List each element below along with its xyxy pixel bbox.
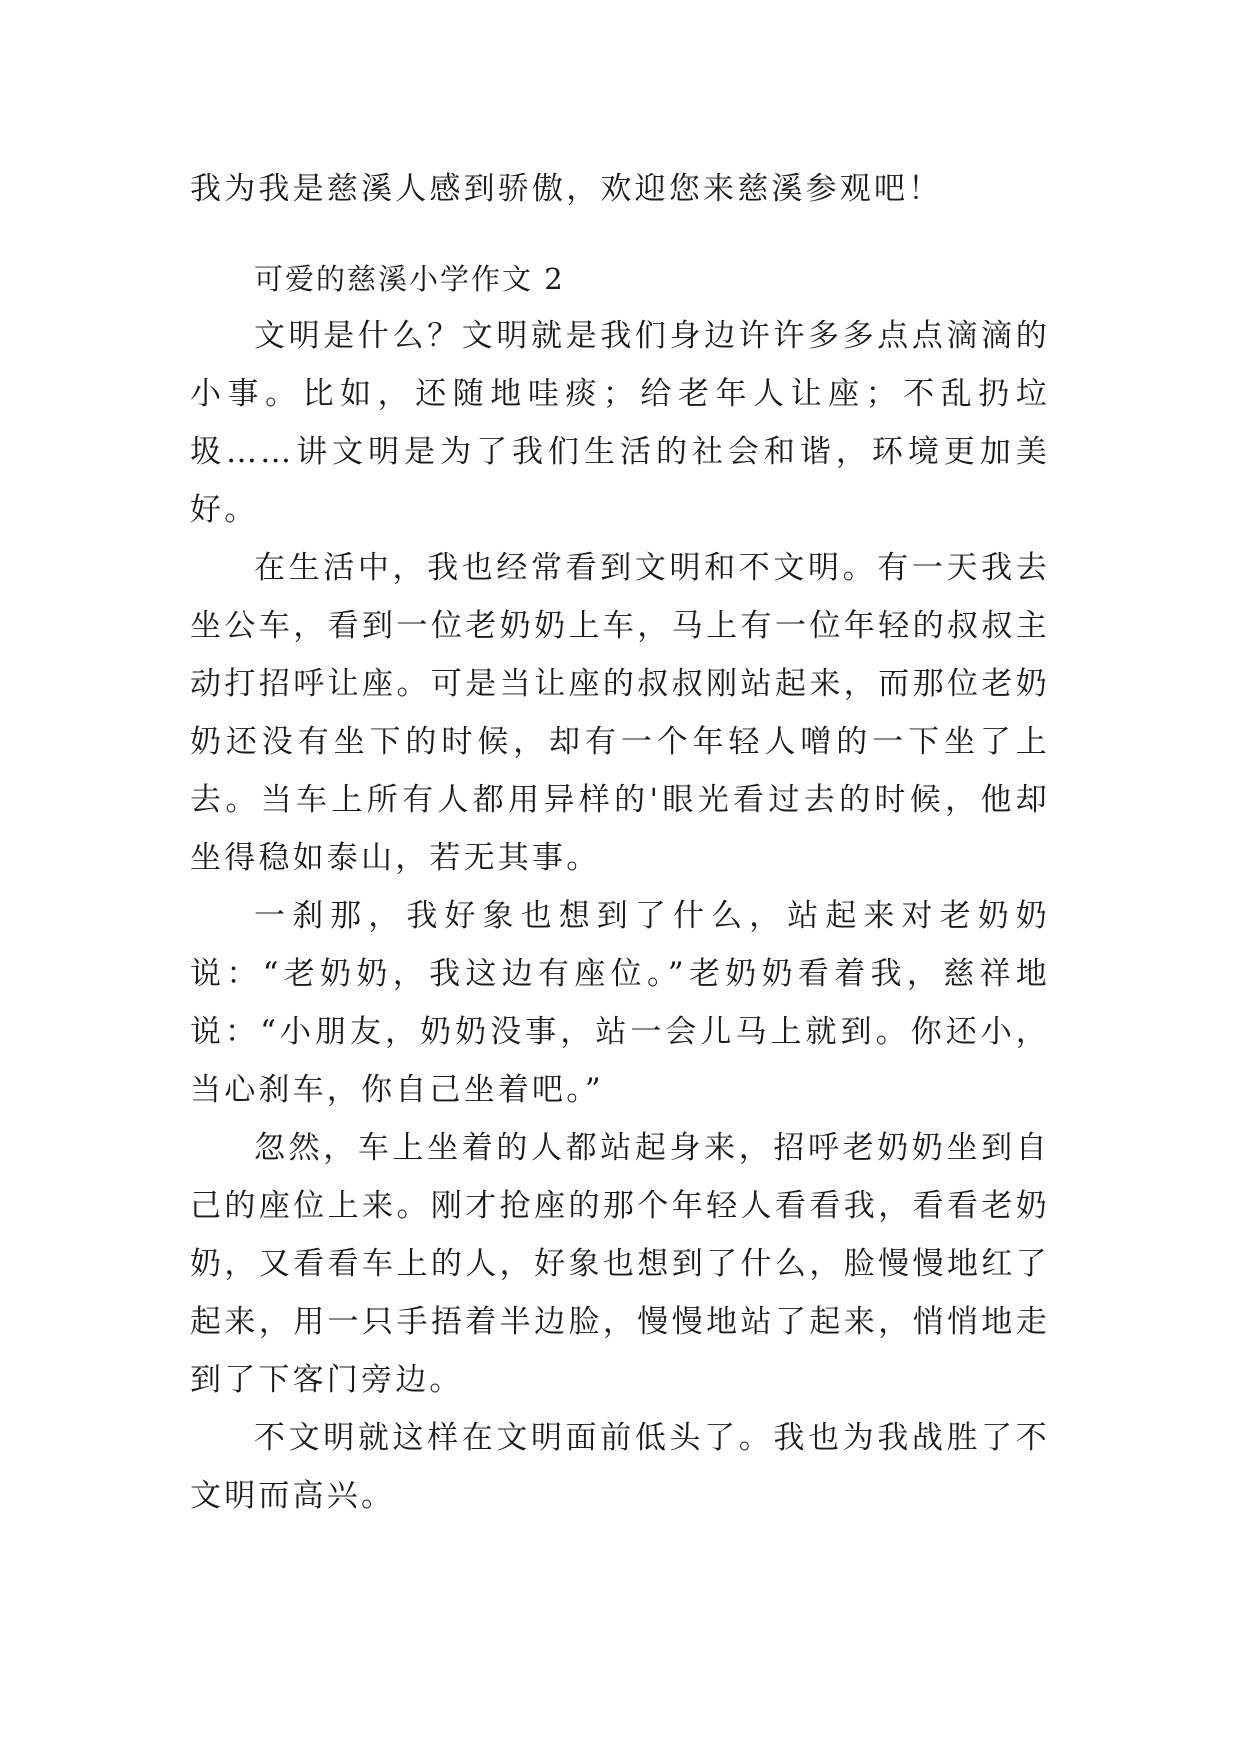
paragraph: 文明是什么？文明就是我们身边许许多多点点滴滴的小事。比如，还随地哇痰；给老年人让座；不乱扔垃圾……讲文明是为了我们生活的社会和谐，环境更加美好。 xyxy=(190,318,1050,528)
paragraph: 一刹那，我好象也想到了什么，站起来对老奶奶说：“老奶奶，我这边有座位。”老奶奶看着我，慈祥地说：“小朋友，奶奶没事，站一会儿马上就到。你还小，当心刹车，你自己坐着吧。” xyxy=(190,898,1050,1108)
paragraph: 不文明就这样在文明面前低头了。我也为我战胜了不文明而高兴。 xyxy=(190,1420,1050,1514)
paragraph: 在生活中，我也经常看到文明和不文明。有一天我去坐公车，看到一位老奶奶上车，马上有一位年轻的叔叔主动打招呼让座。可是当让座的叔叔刚站起来，而那位老奶奶还没有坐下的时候，却有一个年轻人噌的一下坐了上去。当车上所有人都用异样的'眼光看过去的时候，他却坐得稳如泰山，若无其事。 xyxy=(190,550,1050,876)
lead-sentence: 我为我是慈溪人感到骄傲，欢迎您来慈溪参观吧！ xyxy=(190,171,943,207)
essay-title: 可爱的慈溪小学作文 2 xyxy=(254,262,565,296)
essay-body xyxy=(190,307,1050,1525)
paragraph: 忽然，车上坐着的人都站起身来，招呼老奶奶坐到自己的座位上来。刚才抢座的那个年轻人看看我，看看老奶奶，又看看车上的人，好象也想到了什么，脸慢慢地红了起来，用一只手捂着半边脸，慢慢地站了起来，悄悄地走到了下客门旁边。 xyxy=(190,1130,1050,1398)
